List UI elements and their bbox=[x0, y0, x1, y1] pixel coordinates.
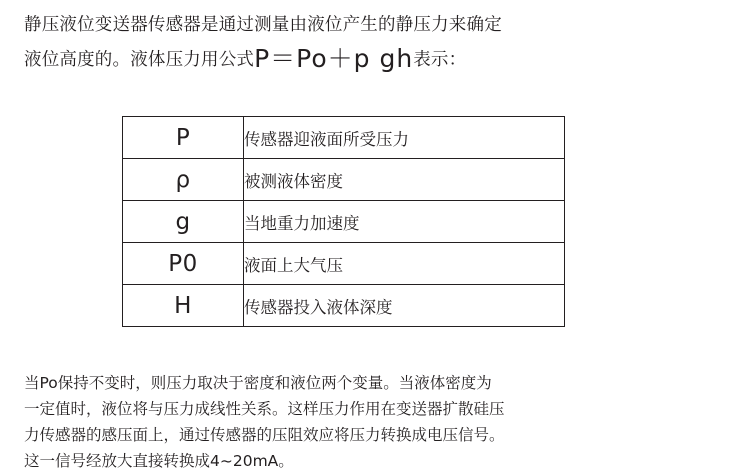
table-row bbox=[123, 285, 565, 327]
intro-line-1 bbox=[24, 8, 724, 42]
intro-line-2-suffix: 表示： bbox=[413, 50, 467, 70]
variables-table bbox=[122, 116, 565, 327]
intro-line-2-prefix: 液位高度的。液体压力用公式 bbox=[24, 50, 255, 70]
description-cell: 传感器迎液面所受压力 bbox=[244, 117, 565, 159]
table-row bbox=[123, 159, 565, 201]
intro-paragraph bbox=[24, 8, 724, 77]
description-cell: 被测液体密度 bbox=[244, 159, 565, 201]
description-cell: 当地重力加速度 bbox=[244, 201, 565, 243]
closing-line-4: 这一信号经放大直接转换成4~20mA。 bbox=[24, 452, 294, 470]
symbol-cell: P0 bbox=[123, 243, 244, 285]
symbol-cell: ρ bbox=[123, 159, 244, 201]
intro-line-1-text: 静压液位变送器传感器是通过测量由液位产生的静压力来确定 bbox=[24, 15, 502, 35]
symbol-cell: g bbox=[123, 201, 244, 243]
table-row bbox=[123, 243, 565, 285]
description-cell: 传感器投入液体深度 bbox=[244, 285, 565, 327]
symbol-cell: P bbox=[123, 117, 244, 159]
closing-line-3: 力传感器的感压面上，通过传感器的压阻效应将压力转换成电压信号。 bbox=[24, 426, 505, 444]
table-row bbox=[123, 201, 565, 243]
closing-paragraph bbox=[24, 370, 724, 474]
description-cell: 液面上大气压 bbox=[244, 243, 565, 285]
symbol-cell: H bbox=[123, 285, 244, 327]
pressure-formula: P＝Po＋p gh bbox=[254, 44, 414, 73]
closing-line-1: 当Po保持不变时，则压力取决于密度和液位两个变量。当液体密度为 bbox=[24, 374, 492, 392]
closing-line-2: 一定值时，液位将与压力成线性关系。这样压力作用在变送器扩散硅压 bbox=[24, 400, 505, 418]
table-row bbox=[123, 117, 565, 159]
variables-table-wrapper bbox=[122, 116, 562, 327]
intro-line-2 bbox=[24, 42, 724, 77]
